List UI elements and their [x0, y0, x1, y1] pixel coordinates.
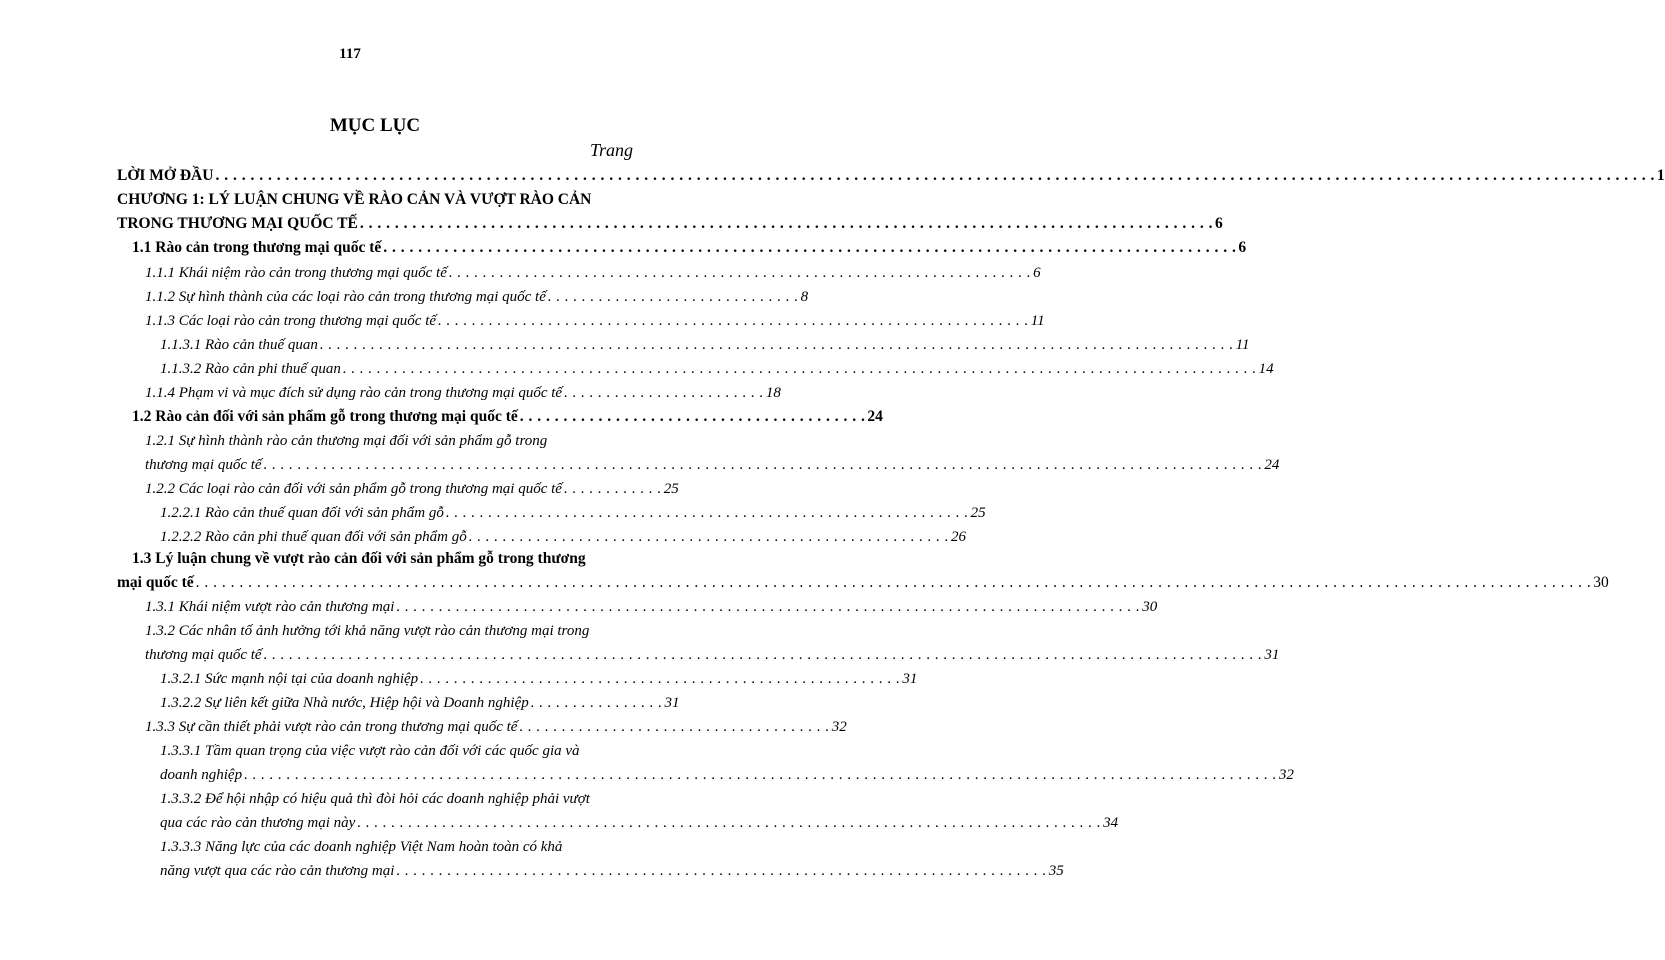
toc-entry-page: 34	[1103, 815, 1119, 831]
dot-leader: . . . . . . . . . . . . . . . . . . . . . . . . . . . . . . . . . . . . . . . . . . . . . . . . . . . . . . . . . . . . . . . . . . . . .	[448, 265, 1032, 281]
toc-entry	[160, 334, 1250, 356]
dot-leader: . . . . . . . . . . . . . . . . . . . . . . . .	[564, 385, 764, 401]
toc-entry	[145, 382, 781, 404]
toc-entry	[160, 740, 633, 762]
toc-entry-text: 1.3.3.1 Tầm quan trọng của việc vượt rào cản đối với các quốc gia và	[160, 743, 580, 759]
toc-entry	[160, 358, 1274, 380]
page-title: MỤC LỤC	[329, 115, 421, 136]
toc-entry-page: 6	[1214, 215, 1223, 232]
toc-entry-page: 31	[902, 671, 918, 687]
toc-entry-text: 1.1.2 Sự hình thành của các loại rào cản trong thương mại quốc tế	[145, 289, 546, 305]
dot-leader: . . . . . . . . . . . . . . . . . . . . . . . . . . . . . . . . . . . . .	[519, 719, 830, 735]
toc-entry-text: 1.1.3.2 Rào cản phi thuế quan	[160, 361, 341, 377]
toc-entry	[160, 526, 966, 548]
toc-entry	[160, 836, 633, 858]
toc-entry-text: LỜI MỞ ĐẦU	[117, 167, 214, 184]
toc-entry	[160, 860, 1064, 882]
dot-leader: . . . . . . . . . . . . . . . . . . . . . . . . . . . . . . . . . . . . . . . . . . . . . . . . . . . . . . . . . . . . . . . . . . . . . .	[438, 313, 1029, 329]
toc-entry	[117, 189, 633, 211]
toc-entry-page: 25	[663, 481, 679, 497]
dot-leader: . . . . . . . . . . . . . . . . . . . . . . . . . . . . . . . . . . . . . . . . . . . . . . . . . . . . . . . . . . . . . . . . . . . . . . . . . . . . . . . . . . . . . . . . . . . . . . . . . .	[359, 215, 1213, 232]
dot-leader: . . . . . . . . . . . . . . . . . . . . . . . . . . . . . . . . . . . . . . . . . . . . . . . . . . . . . . . . . . . . . .	[445, 505, 969, 521]
dot-leader: . . . . . . . . . . . . . . . . . . . . . . . . . . . . . . . . . . . . . . . . . . . . . . . . . . . . . . . . . . . . . . . . . . . . . . . . . . . . . . . . . . . . . . . . . . . . . . . . . . . . . . . . . . . . . . . . . . . . . . . . . .	[244, 767, 1277, 783]
toc-entry	[145, 716, 847, 738]
toc-entry-page: 35	[1048, 863, 1064, 879]
toc-entry	[160, 812, 1119, 834]
toc-entry	[160, 502, 986, 524]
toc-entry-page: 6	[1033, 265, 1041, 281]
toc-entry-page: 26	[950, 529, 966, 545]
toc-entry	[145, 454, 1280, 476]
toc-entry-page: 1	[1656, 167, 1665, 184]
toc-entry-text: CHƯƠNG 1: LÝ LUẬN CHUNG VỀ RÀO CẢN VÀ VƯỢT RÀO CẢN	[117, 191, 592, 208]
toc-entry-text: 1.1.4 Phạm vi và mục đích sử dụng rào cản trong thương mại quốc tế	[145, 385, 563, 401]
toc-entry-page: 24	[867, 408, 883, 425]
toc-entry-page: 32	[1278, 767, 1294, 783]
toc-entry-text: qua các rào cản thương mại này	[160, 815, 356, 831]
dot-leader: . . . . . . . . . . . . . . . . . . . . . . . . . . . . . .	[547, 289, 799, 305]
toc-entry-text: 1.3.2.1 Sức mạnh nội tại của doanh nghiệp	[160, 671, 419, 687]
toc-entry-text: doanh nghiệp	[160, 767, 243, 783]
toc-entry-page: 31	[664, 695, 680, 711]
toc-entry-text: 1.2.2 Các loại rào cản đối với sản phẩm gỗ trong thương mại quốc tế	[145, 481, 562, 497]
toc-entry-page: 11	[1030, 313, 1045, 329]
toc-entry-page: 30	[1593, 574, 1609, 591]
dot-leader: . . . . . . . . . . . . . . . . . . . . . . . . . . . . . . . . . . . . . . . . . . . . . . . . . . . . . . . . . . . . . . . . . . . . . . . . . . . . . . . . . . . . . . . . . . . . . . . . . . . . . . . . . . . .	[319, 337, 1234, 353]
toc-entry-text: TRONG THƯƠNG MẠI QUỐC TẾ	[117, 215, 358, 232]
dot-leader: . . . . . . . . . . . . . . . . . . . . . . . . . . . . . . . . . . . . . . . . . . . . . . . . . . . . . . . . . . . . . . . . . . . . . . . . . . . . .	[396, 863, 1047, 879]
toc-entry-text: 1.1 Rào cản trong thương mại quốc tế	[132, 239, 382, 256]
toc-entry-page: 25	[970, 505, 986, 521]
dot-leader: . . . . . . . . . . . . . . . . . . . . . . . . . . . . . . . . . . . . . . . .	[519, 408, 866, 425]
toc-entry	[160, 788, 633, 810]
toc-entry	[145, 286, 809, 308]
toc-entry	[145, 644, 1280, 666]
dot-leader: . . . . . . . . . . . . . . . . . . . . . . . . . . . . . . . . . . . . . . . . . . . . . . . . . . . . . . . . .	[420, 671, 901, 687]
toc-entry-text: năng vượt qua các rào cản thương mại	[160, 863, 395, 879]
toc-entry-text: 1.1.3 Các loại rào cản trong thương mại quốc tế	[145, 313, 437, 329]
dot-leader: . . . . . . . . . . . . . . . . . . . . . . . . . . . . . . . . . . . . . . . . . . . . . . . . . . . . . . . . . . . . . . . . . . . . . . . . . . . . . . . . . . . . . . . . . . . . . . . . . . . . . . . . . . . .	[342, 361, 1257, 377]
toc-entry-page: 8	[800, 289, 809, 305]
toc-entry-page: 24	[1264, 457, 1280, 473]
toc-entry-text: 1.3.3.3 Năng lực của các doanh nghiệp Việt Nam hoàn toàn có khả	[160, 839, 563, 855]
toc-entry	[160, 668, 918, 690]
toc-entry-text: 1.1.1 Khái niệm rào cản trong thương mại quốc tế	[145, 265, 447, 281]
dot-leader: . . . . . . . . . . . . . . . .	[530, 695, 663, 711]
toc-entry	[160, 692, 680, 714]
toc-entry-text: 1.3.3.2 Để hội nhập có hiệu quả thì đòi hỏi các doanh nghiệp phải vượt	[160, 791, 590, 807]
dot-leader: . . . . . . . . . . . . . . . . . . . . . . . . . . . . . . . . . . . . . . . . . . . . . . . . . . . . . . . . . . . . . . . . . . . . . . . . . . . . . . . . . . . . . . . . . . . . . . . . . . . . . . . . . . . . . . . . . . . . . .	[263, 647, 1263, 663]
toc-entry-text: thương mại quốc tế	[145, 457, 262, 473]
toc-entry-page: 18	[765, 385, 781, 401]
toc-entry-page: 31	[1264, 647, 1280, 663]
toc-entry	[132, 406, 883, 428]
dot-leader: . . . . . . . . . . . . . . . . . . . . . . . . . . . . . . . . . . . . . . . . . . . . . . . . . . . . . . . . . . . . . . . . . . . . . . . . . . . . . . . . . . . . . . . . . . . . . . . . . . . . . . . . . . . . . . . . . . . . . .	[263, 457, 1263, 473]
toc-entry	[145, 620, 633, 642]
dot-leader: . . . . . . . . . . . . . . . . . . . . . . . . . . . . . . . . . . . . . . . . . . . . . . . . . . . . . . . . . . . . . . . . . . . . . . . . . . . . . . . . . . . . . . . . . . . . . . . . . .	[383, 239, 1237, 256]
toc-entry	[145, 478, 679, 500]
toc-entry-text: 1.2.2.2 Rào cản phi thuế quan đối với sản phẩm gỗ	[160, 529, 467, 545]
toc-entry	[160, 764, 1294, 786]
dot-leader: . . . . . . . . . . . . . . . . . . . . . . . . . . . . . . . . . . . . . . . . . . . . . . . . . . . . . . . . . . . . . . . . . . . . . . . . . . . . . . . . . . . . . . . .	[357, 815, 1102, 831]
dot-leader: . . . . . . . . . . . . . . . . . . . . . . . . . . . . . . . . . . . . . . . . . . . . . . . . . . . . . . . . . . . . . . . . . . . . . . . . . . . . . . . . . . . . . . . .	[396, 599, 1141, 615]
toc-entry-page: 30	[1142, 599, 1158, 615]
toc-entry	[117, 572, 1609, 594]
toc-entry-text: 1.1.3.1 Rào cản thuế quan	[160, 337, 318, 353]
toc-entry-text: 1.3 Lý luận chung về vượt rào cản đối với sản phẩm gỗ trong thương	[132, 550, 586, 567]
dot-leader: . . . . . . . . . . . . . . . . . . . . . . . . . . . . . . . . . . . . . . . . . . . . . . . . . . . . . . . . . . . . . . . . . . . . . . . . . . . . . . . . . . . . . . . . . . . . . . . . . . . . . . . . . . . . . . . . . . . . . . . . . . . . . . . . . . . . . . . . . . . . . . . . . . . . . . . . . . . . . . . .	[195, 574, 1592, 591]
dot-leader: . . . . . . . . . . . . . . . . . . . . . . . . . . . . . . . . . . . . . . . . . . . . . . . . . . . . . . . . .	[468, 529, 949, 545]
toc-entry-page: 14	[1258, 361, 1274, 377]
dot-leader: . . . . . . . . . . . .	[563, 481, 662, 497]
toc-entry-page: 11	[1235, 337, 1250, 353]
toc-entry	[145, 262, 1041, 284]
toc-entry	[117, 165, 1665, 187]
toc-entry-text: 1.2 Rào cản đối với sản phẩm gỗ trong thương mại quốc tế	[132, 408, 518, 425]
toc-entry-text: thương mại quốc tế	[145, 647, 262, 663]
toc-entry-text: 1.3.1 Khái niệm vượt rào cản thương mại	[145, 599, 395, 615]
toc-entry	[132, 237, 1247, 259]
toc-entry-text: mại quốc tế	[117, 574, 194, 591]
toc-entry	[145, 310, 1045, 332]
toc-entry	[117, 213, 1223, 235]
page-column-label: Trang	[589, 140, 633, 160]
toc-entry-page: 6	[1238, 239, 1247, 256]
toc-entry	[145, 596, 1158, 618]
toc-entry	[145, 430, 633, 452]
toc-entry-text: 1.2.1 Sự hình thành rào cản thương mại đối với sản phẩm gỗ trong	[145, 433, 548, 449]
toc-entry-page: 32	[831, 719, 847, 735]
toc-entry-text: 1.3.2 Các nhân tố ảnh hưởng tới khả năng vượt rào cản thương mại trong	[145, 623, 590, 639]
page-number: 117	[339, 46, 361, 62]
toc-entry-text: 1.3.2.2 Sự liên kết giữa Nhà nước, Hiệp hội và Doanh nghiệp	[160, 695, 529, 711]
toc-entry	[132, 548, 633, 570]
toc-entry-text: 1.2.2.1 Rào cản thuế quan đối với sản phẩm gỗ	[160, 505, 444, 521]
dot-leader: . . . . . . . . . . . . . . . . . . . . . . . . . . . . . . . . . . . . . . . . . . . . . . . . . . . . . . . . . . . . . . . . . . . . . . . . . . . . . . . . . . . . . . . . . . . . . . . . . . . . . . . . . . . . . . . . . . . . . . . . . . . . . . . . . . . . . . . . . . . . . . . . . . . . . . . . . . . . . . . . . . . . .	[215, 167, 1655, 184]
toc-entry-text: 1.3.3 Sự cần thiết phải vượt rào cản trong thương mại quốc tế	[145, 719, 518, 735]
